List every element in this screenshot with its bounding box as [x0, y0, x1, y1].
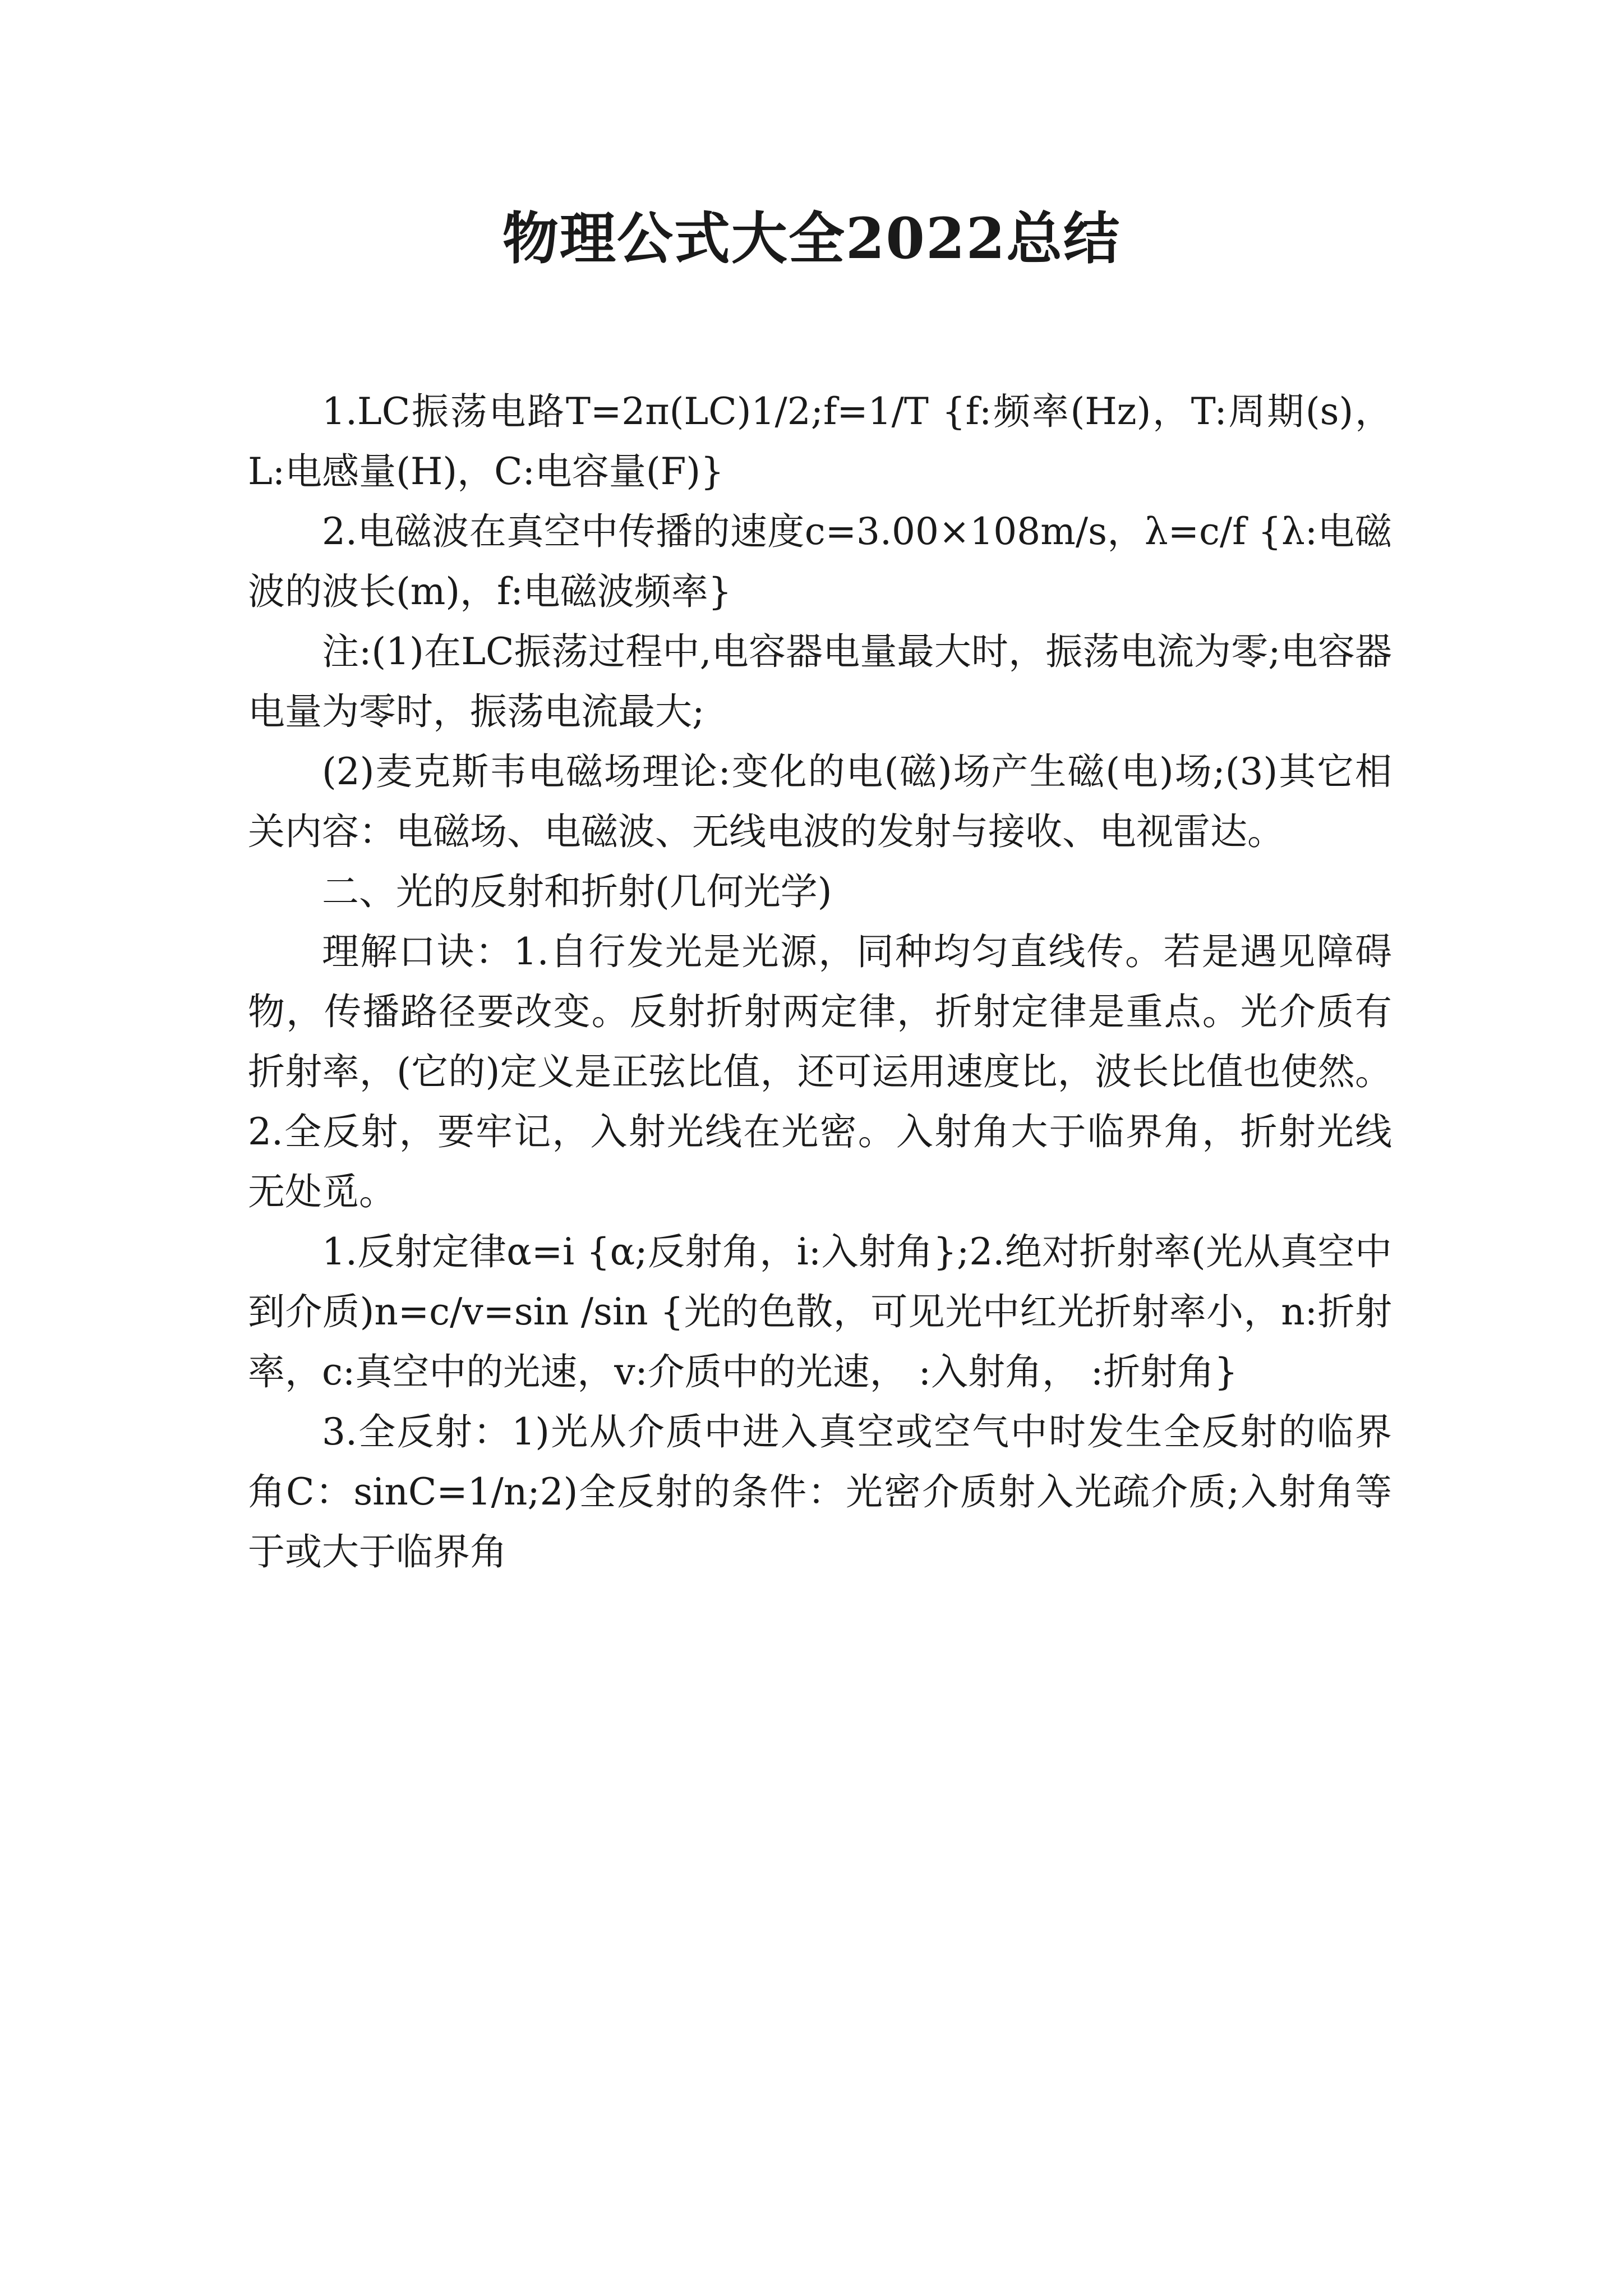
document-body [248, 381, 1392, 1582]
paragraph-maxwell-theory: (2)麦克斯韦电磁场理论:变化的电(磁)场产生磁(电)场;(3)其它相关内容：电磁场、电磁波、无线电波的发射与接收、电视雷达。 [248, 750, 1392, 853]
paragraph-mnemonic: 理解口诀：1.自行发光是光源，同种均匀直线传。若是遇见障碍物，传播路径要改变。反射折射两定律，折射定律是重点。光介质有折射率，(它的)定义是正弦比值，还可运用速度比，波长比值也使然。2.全反射，要牢记，入射光线在光密。入射角大于临界角，折射光线无处觅。 [248, 930, 1392, 1213]
paragraph-note-lc: 注:(1)在LC振荡过程中,电容器电量最大时，振荡电流为零;电容器电量为零时，振荡电流最大; [248, 630, 1392, 733]
paragraph-lc-oscillation: 1.LC振荡电路T=2π(LC)1/2;f=1/T {f:频率(Hz)，T:周期(s)，L:电感量(H)，C:电容量(F)} [248, 390, 1392, 493]
paragraph-em-wave-speed: 2.电磁波在真空中传播的速度c=3.00×108m/s，λ=c/f {λ:电磁波的波长(m)，f:电磁波频率} [248, 510, 1392, 613]
section-heading-optics: 二、光的反射和折射(几何光学) [322, 870, 832, 913]
document-title: 物理公式大全2022总结 [502, 205, 1121, 272]
paragraph-reflection-law: 1.反射定律α=i {α;反射角，i:入射角};2.绝对折射率(光从真空中到介质)n=c/v=sin /sin {光的色散，可见光中红光折射率小，n:折射率，c:真空中的光速，v:介质中的光速， :入射角， :折射角} [248, 1230, 1392, 1393]
paragraph-total-reflection: 3.全反射：1)光从介质中进入真空或空气中时发生全反射的临界角C：sinC=1/n;2)全反射的条件：光密介质射入光疏介质;入射角等于或大于临界角 [248, 1410, 1392, 1573]
